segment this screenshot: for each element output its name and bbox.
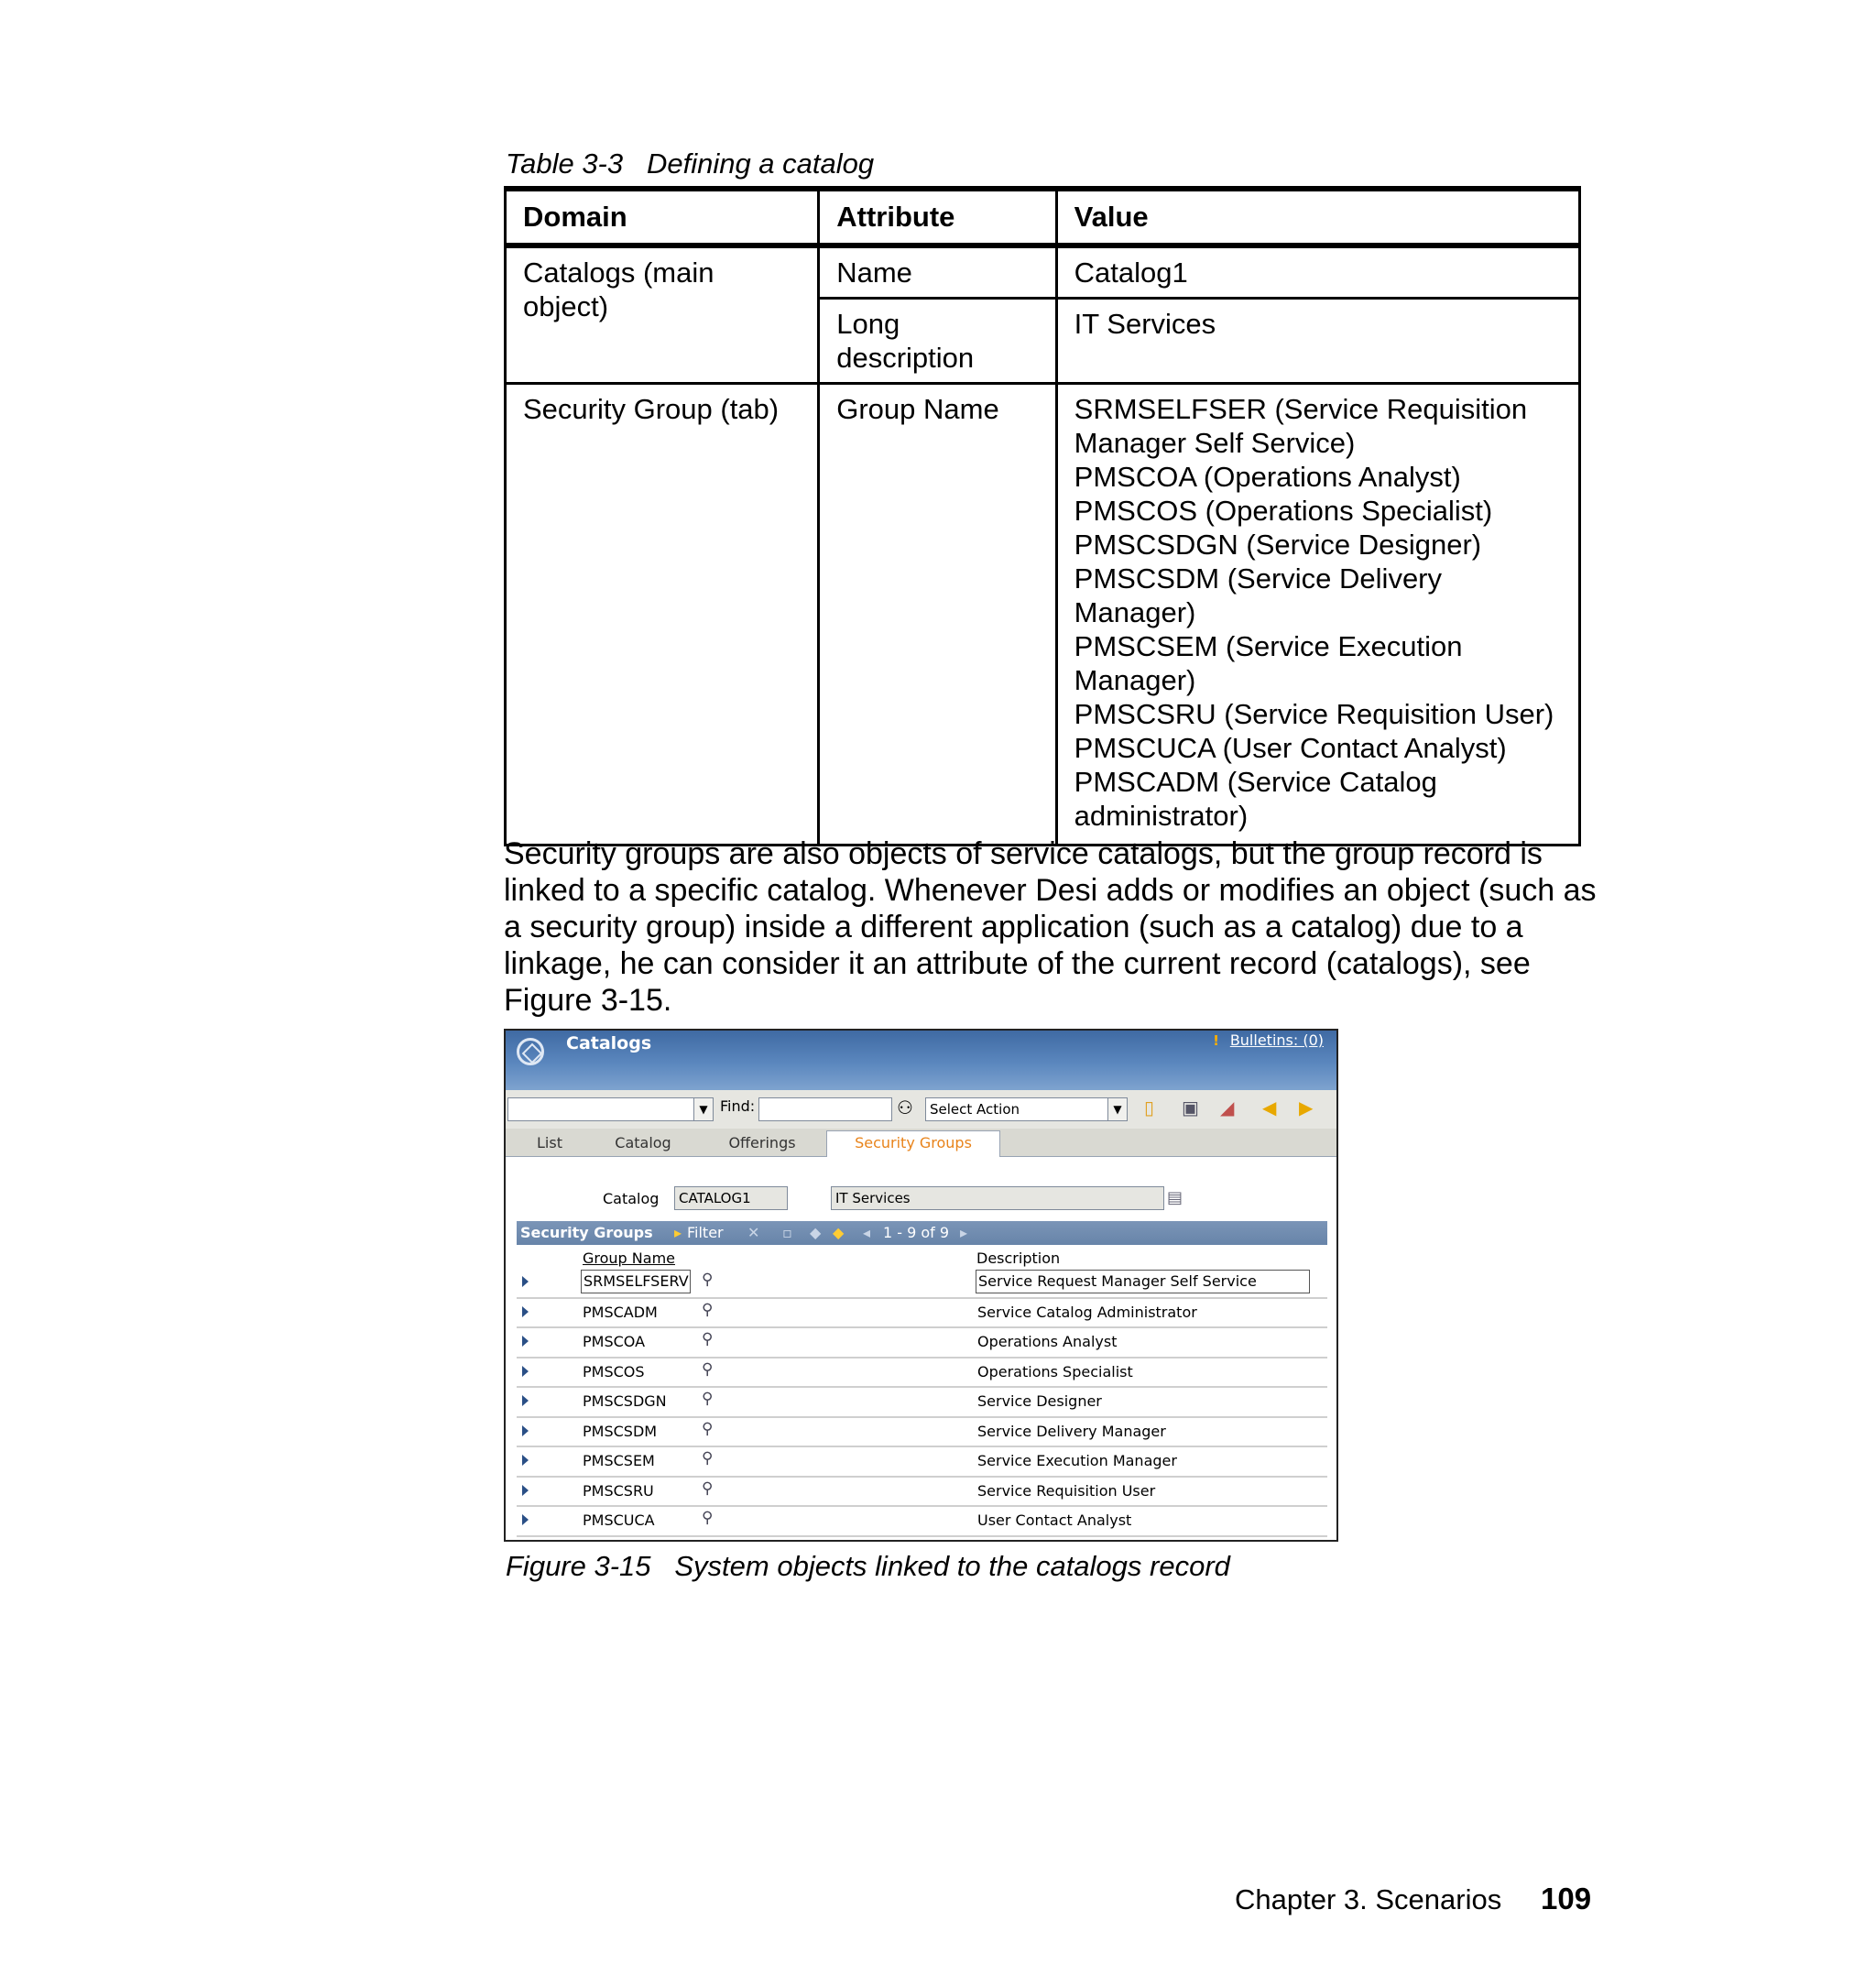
group-name-field[interactable]: SRMSELFSERV [581, 1270, 691, 1293]
expand-row-icon[interactable] [522, 1485, 529, 1496]
select-action-dropdown[interactable]: Select Action [925, 1097, 1108, 1121]
app-logo-icon [517, 1038, 544, 1065]
first-page-icon[interactable]: ◆ [810, 1224, 822, 1241]
group-description: Service Requisition User [977, 1481, 1156, 1500]
cell-value: Catalog1 [1056, 246, 1579, 299]
value-line: PMSCOS (Operations Specialist) [1074, 495, 1493, 527]
cell-attribute: Name [819, 246, 1056, 299]
table-row[interactable] [517, 1388, 1327, 1418]
alert-icon: ! [1213, 1032, 1219, 1049]
expand-row-icon[interactable] [522, 1276, 529, 1287]
chevron-down-icon[interactable]: ▼ [693, 1097, 714, 1121]
clear-icon[interactable]: ◢ [1220, 1097, 1235, 1118]
group-name: PMSCUCA [583, 1511, 655, 1529]
column-header-group-name[interactable]: Group Name [583, 1249, 675, 1267]
expand-row-icon[interactable] [522, 1306, 529, 1317]
filter-button[interactable]: Filter [687, 1224, 724, 1241]
group-name: PMSCSEM [583, 1452, 655, 1469]
value-line: PMSCSDM (Service Delivery Manager) [1074, 562, 1443, 628]
lookup-icon[interactable]: ⚲ [702, 1359, 714, 1379]
expand-row-icon[interactable] [522, 1366, 529, 1377]
lookup-icon[interactable]: ⚲ [702, 1419, 714, 1438]
value-line: PMSCUCA (User Contact Analyst) [1074, 732, 1507, 764]
query-select[interactable] [507, 1097, 694, 1121]
group-name: PMSCSDM [583, 1422, 658, 1440]
group-description: Service Delivery Manager [977, 1422, 1166, 1440]
cell-value-list [1056, 384, 1579, 846]
table-row[interactable] [517, 1359, 1327, 1389]
chevron-down-icon[interactable]: ▼ [1107, 1097, 1128, 1121]
body-paragraph: Security groups are also objects of service catalogs, but the group record is linked to a specific catalog. Whenever Desi adds or modifies an object (such as a security group) inside a different application (such as a catalog) due to a linkage, he can consider it an attribute of the current record (catalogs), see Figure 3-15. [504, 836, 1597, 1018]
tab-offerings[interactable]: Offerings [728, 1134, 796, 1151]
table-caption: Table 3-3 Defining a catalog [506, 147, 875, 180]
expand-row-icon[interactable] [522, 1425, 529, 1436]
catalog-description-field[interactable]: IT Services [831, 1186, 1164, 1210]
page-number: 109 [1541, 1882, 1592, 1915]
catalog-label: Catalog [603, 1190, 660, 1207]
expand-row-icon[interactable] [522, 1336, 529, 1347]
definition-table [504, 186, 1581, 846]
cell-attribute: Group Name [819, 384, 1056, 846]
filter-icon[interactable]: ▸ [674, 1224, 682, 1241]
tab-list[interactable]: List [537, 1134, 562, 1151]
next-record-icon[interactable]: ▶ [1299, 1097, 1314, 1118]
previous-page-icon[interactable]: ◆ [833, 1224, 845, 1241]
row-range: 1 - 9 of 9 [883, 1224, 950, 1241]
value-line: PMSCSRU (Service Requisition User) [1074, 698, 1554, 730]
group-description: Service Execution Manager [977, 1452, 1177, 1469]
group-description: Operations Specialist [977, 1362, 1133, 1380]
description-field[interactable]: Service Request Manager Self Service [976, 1270, 1310, 1293]
catalog-field[interactable]: CATALOG1 [674, 1186, 788, 1210]
group-description: Operations Analyst [977, 1333, 1118, 1350]
value-line: PMSCADM (Service Catalog administrator) [1074, 766, 1437, 832]
table-row[interactable] [517, 1507, 1327, 1537]
toolbar [506, 1090, 1336, 1129]
group-name: PMSCSRU [583, 1481, 654, 1500]
tab-bar [506, 1129, 1336, 1157]
binoculars-icon[interactable]: ⚇ [897, 1097, 913, 1118]
table-row[interactable] [517, 1269, 1327, 1299]
lookup-icon[interactable]: ⚲ [702, 1271, 714, 1289]
new-record-icon[interactable]: ▯ [1144, 1097, 1155, 1118]
group-name: PMSCADM [583, 1303, 658, 1321]
security-groups-grid [517, 1269, 1327, 1537]
lookup-icon[interactable]: ⚲ [702, 1300, 714, 1319]
long-description-icon[interactable]: ▤ [1167, 1188, 1183, 1207]
lookup-icon[interactable]: ⚲ [702, 1479, 714, 1498]
expand-row-icon[interactable] [522, 1395, 529, 1406]
previous-row-icon[interactable]: ◂ [863, 1224, 871, 1241]
cell-value: IT Services [1056, 299, 1579, 384]
table-row [506, 384, 1580, 846]
header-domain: Domain [506, 189, 819, 246]
lookup-icon[interactable]: ⚲ [702, 1330, 714, 1348]
expand-row-icon[interactable] [522, 1514, 529, 1525]
table-row[interactable] [517, 1418, 1327, 1448]
cell-domain: Security Group (tab) [506, 384, 819, 846]
group-description: User Contact Analyst [977, 1511, 1132, 1529]
cell-attribute: Long description [819, 299, 1056, 384]
save-icon[interactable]: ▣ [1182, 1097, 1199, 1118]
value-line: PMSCOA (Operations Analyst) [1074, 461, 1461, 493]
table-row [506, 246, 1580, 299]
group-name: PMSCOS [583, 1362, 645, 1380]
table-row[interactable] [517, 1478, 1327, 1508]
lookup-icon[interactable]: ⚲ [702, 1390, 714, 1408]
lookup-icon[interactable]: ⚲ [702, 1449, 714, 1468]
table-row[interactable] [517, 1328, 1327, 1359]
group-description: Service Designer [977, 1392, 1102, 1410]
header-attribute: Attribute [819, 189, 1056, 246]
group-name: PMSCSDGN [583, 1392, 667, 1410]
grid-header [517, 1248, 1327, 1268]
table-row[interactable] [517, 1447, 1327, 1478]
previous-record-icon[interactable]: ◀ [1262, 1097, 1277, 1118]
clear-filter-icon[interactable]: ✕ [747, 1224, 760, 1241]
download-icon[interactable]: ▫ [782, 1224, 792, 1241]
app-screenshot [504, 1029, 1338, 1542]
cell-domain: Catalogs (main object) [506, 246, 819, 384]
find-label: Find: [720, 1097, 756, 1115]
app-title: Catalogs [566, 1033, 652, 1053]
tab-security-groups[interactable]: Security Groups [826, 1130, 1000, 1157]
next-row-icon[interactable]: ▸ [960, 1224, 968, 1241]
figure-caption: Figure 3-15 System objects linked to the catalogs record [506, 1550, 1230, 1582]
table-row[interactable] [517, 1299, 1327, 1329]
group-description: Service Catalog Administrator [977, 1303, 1197, 1321]
app-header [506, 1031, 1336, 1090]
tab-catalog[interactable]: Catalog [615, 1134, 671, 1151]
bulletins-link[interactable]: Bulletins: (0) [1229, 1031, 1324, 1049]
column-header-description: Description [976, 1249, 1061, 1267]
section-title: Security Groups [520, 1224, 653, 1241]
value-line: PMSCSEM (Service Execution Manager) [1074, 630, 1463, 696]
group-name: PMSCOA [583, 1333, 646, 1350]
value-line: PMSCSDGN (Service Designer) [1074, 529, 1482, 561]
value-line: SRMSELFSER (Service Requisition Manager Self Service) [1074, 393, 1528, 459]
table-header-row [506, 189, 1580, 246]
find-input[interactable] [758, 1097, 892, 1121]
security-groups-section-header [517, 1221, 1327, 1245]
expand-row-icon[interactable] [522, 1455, 529, 1466]
footer-chapter: Chapter 3. Scenarios [1235, 1883, 1502, 1915]
header-value: Value [1056, 189, 1579, 246]
lookup-icon[interactable]: ⚲ [702, 1509, 714, 1527]
